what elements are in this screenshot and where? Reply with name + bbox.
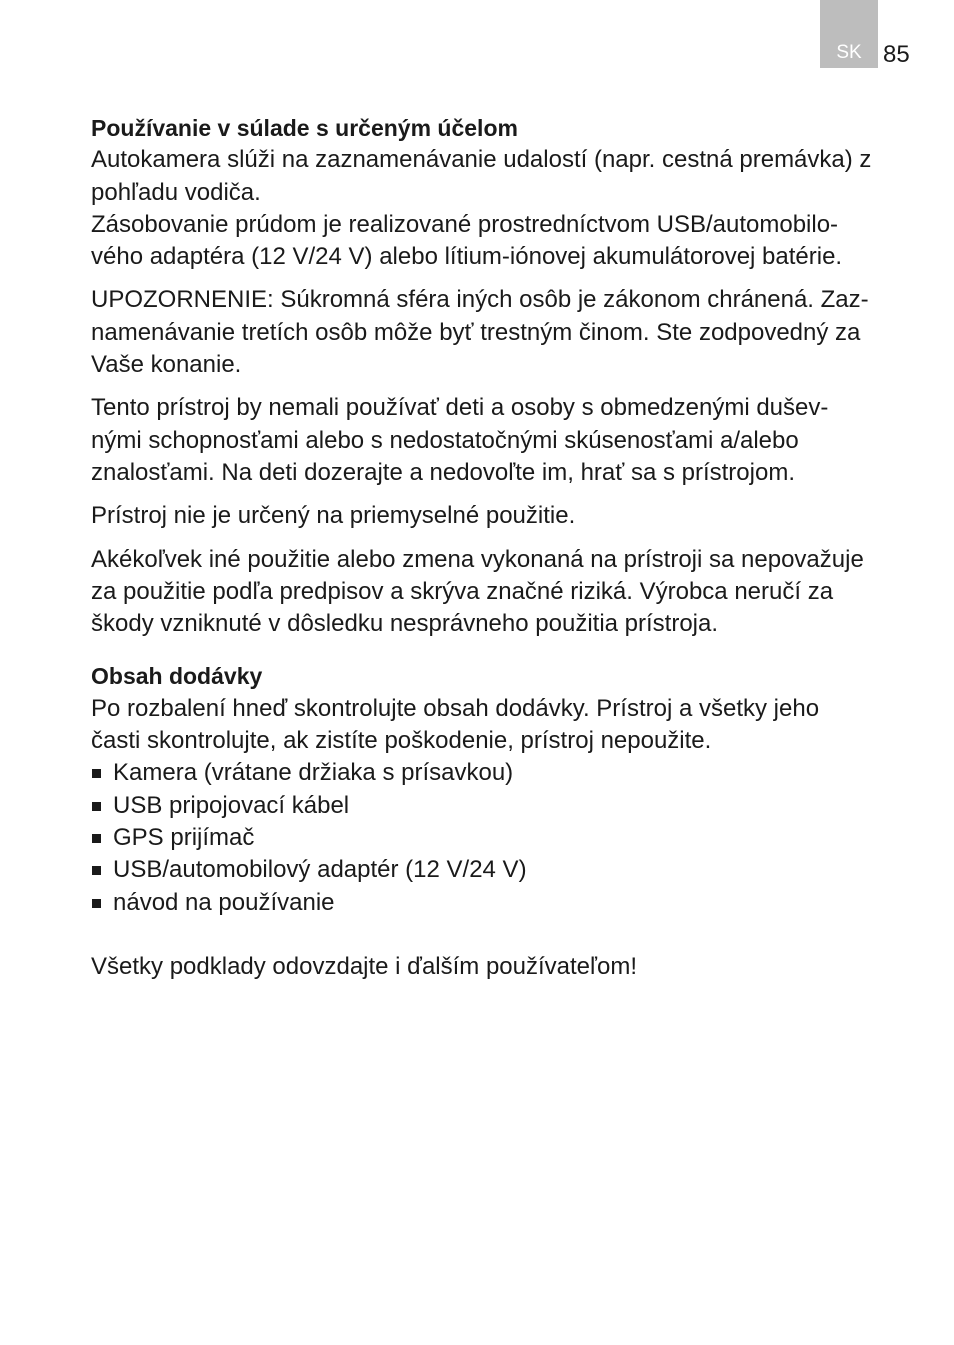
list-item-label: USB/automobilový adaptér (12 V/24 V) xyxy=(113,856,527,884)
paragraph-industrial xyxy=(91,500,913,532)
text-line: za použitie podľa predpisov a skrýva značné riziká. Výrobca neručí za xyxy=(91,577,834,605)
language-code: SK xyxy=(836,42,862,63)
paragraph-intended-use xyxy=(91,144,913,273)
text-line: škody vzniknuté v dôsledku nesprávneho použitia prístroja. xyxy=(91,610,719,638)
bullet-square-icon xyxy=(92,802,101,811)
section-heading-intended-use: Používanie v súlade s určeným účelom xyxy=(91,115,518,141)
list-item-label: Kamera (vrátane držiaka s prísavkou) xyxy=(113,759,514,787)
bullet-square-icon xyxy=(92,899,101,908)
section-heading-package-contents: Obsah dodávky xyxy=(91,663,263,690)
list-item-label: USB pripojovací kábel xyxy=(113,791,350,819)
text-line: znalosťami. Na deti dozerajte a nedovoľte im, hrať sa s prístrojom. xyxy=(91,458,795,486)
paragraph-package-intro xyxy=(91,693,913,758)
text-line: Akékoľvek iné použitie alebo zmena vykonaná na prístroji sa nepovažuje xyxy=(91,545,864,573)
package-contents-list xyxy=(91,757,913,918)
list-item-label: GPS prijímač xyxy=(113,823,255,851)
page-content xyxy=(91,112,913,983)
bullet-square-icon xyxy=(92,769,101,778)
text-line: UPOZORNENIE: Súkromná sféra iných osôb je zákonom chránená. Zaz- xyxy=(91,286,869,314)
text-line: Zásobovanie prúdom je realizované prostredníctvom USB/automobilo- xyxy=(91,210,839,238)
text-line: časti skontrolujte, ak zistíte poškodenie, prístroj nepoužite. xyxy=(91,727,712,755)
text-line: nými schopnosťami alebo s nedostatočnými skúsenosťami a/alebo xyxy=(91,426,799,454)
list-item xyxy=(91,790,913,822)
list-item xyxy=(91,757,913,789)
list-item xyxy=(91,887,913,919)
text-line: Autokamera slúži na zaznamenávanie udalostí (napr. cestná premávka) z xyxy=(91,146,872,174)
bullet-square-icon xyxy=(92,834,101,843)
bullet-square-icon xyxy=(92,866,101,875)
text-line: Tento prístroj by nemali používať deti a osoby s obmedzenými dušev- xyxy=(91,394,829,422)
page-number: 85 xyxy=(883,41,910,68)
list-item xyxy=(91,822,913,854)
list-item-label: návod na používanie xyxy=(113,888,335,916)
paragraph-other-use xyxy=(91,544,913,641)
paragraph-children xyxy=(91,392,913,489)
paragraph-warning xyxy=(91,284,913,381)
text-line: pohľadu vodiča. xyxy=(91,178,261,206)
text-line: Vaše konanie. xyxy=(91,351,242,379)
final-note: Všetky podklady odovzdajte i ďalším používateľom! xyxy=(91,952,638,980)
list-item xyxy=(91,854,913,886)
text-line: Po rozbalení hneď skontrolujte obsah dodávky. Prístroj a všetky jeho xyxy=(91,694,820,722)
text-line: namenávanie tretích osôb môže byť trestným činom. Ste zodpovedný za xyxy=(91,318,861,346)
text-line: vého adaptéra (12 V/24 V) alebo lítium-iónovej akumulátorovej batérie. xyxy=(91,243,843,271)
language-tab xyxy=(820,0,878,68)
text-line: Prístroj nie je určený na priemyselné použitie. xyxy=(91,502,576,530)
